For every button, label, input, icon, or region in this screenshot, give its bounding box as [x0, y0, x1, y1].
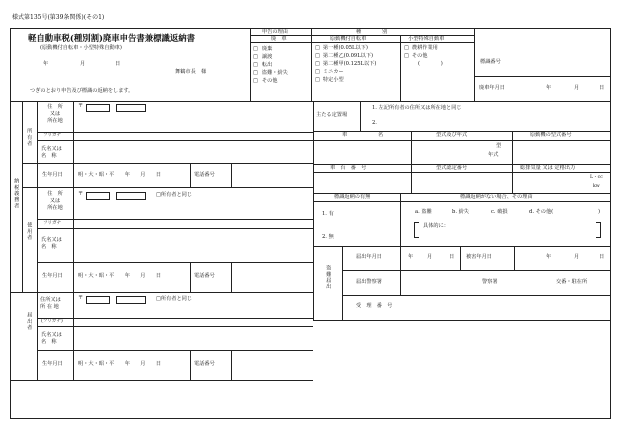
- date-month: 月: [80, 61, 86, 67]
- displacement-label: 総排気量 又は 定格出力: [520, 165, 576, 171]
- user-name-label: 氏名又は 名 称: [41, 237, 62, 251]
- special-other-checkbox[interactable]: □ その他: [404, 54, 427, 59]
- vehicle-name-label: 名: [378, 132, 384, 138]
- theft-damage-day: 日: [599, 254, 605, 260]
- owner-eras[interactable]: 明・大・昭・平 年 月 日: [78, 172, 162, 178]
- return-no-option[interactable]: 2. 無: [322, 234, 334, 240]
- detail-bracket-left: [414, 222, 419, 238]
- owner-postal-mark: 〒: [78, 103, 84, 109]
- owner-name-label: 氏名又は 名 称: [41, 146, 62, 160]
- chassis-label: 車 台 番 号: [330, 165, 367, 171]
- user-postal-field-1[interactable]: [86, 192, 110, 200]
- user-eras[interactable]: 明・大・昭・平 年 月 日: [78, 273, 162, 279]
- filer-postal-field-1[interactable]: [86, 296, 110, 304]
- receipt-number-label: 受 理 番 号: [356, 303, 393, 309]
- filer-address-label: 住所又は 所 在 地: [40, 297, 61, 311]
- date-year: 年: [43, 61, 49, 67]
- reason-moveout-checkbox[interactable]: □ 転出: [253, 63, 272, 68]
- plate-number-label: 標識番号: [480, 59, 501, 65]
- reason-title: 申告の理由: [262, 29, 288, 35]
- filer-furigana-label: (フリガナ): [41, 319, 63, 324]
- user-side-label: 使用者: [26, 222, 33, 241]
- special-agri-checkbox[interactable]: □ 農耕作業用: [404, 46, 438, 51]
- theft-report-year: 年: [408, 254, 414, 260]
- moped-title: 原動機付自転車: [330, 36, 367, 42]
- plate-return-label: 標識返納の有無: [334, 194, 371, 200]
- user-furigana-label: フリガナ: [43, 221, 62, 226]
- user-postal-field-2[interactable]: [116, 192, 146, 200]
- detail-bracket-right: [596, 222, 601, 238]
- filer-name-label: 氏名又は 名 称: [41, 332, 62, 346]
- reason-a-option[interactable]: a. 盗難: [415, 209, 432, 215]
- moped-type2a-checkbox[interactable]: □ 第二種甲(0.125L以下): [315, 62, 376, 67]
- owner-address-label: 住 所 又は 所在地: [47, 104, 63, 125]
- storage-label: 主たる定置場: [316, 112, 348, 118]
- form-number: 様式第135号(第39条関係)(その1): [12, 14, 105, 21]
- storage-opt2[interactable]: 2.: [372, 120, 377, 126]
- theft-side-label: 盗難届出: [325, 265, 332, 290]
- approval-label: 型式認定番号: [436, 165, 468, 171]
- storage-opt1[interactable]: 1. 左記所有者の住所又は所在地と同じ: [372, 105, 462, 111]
- keisatsusho-label: 警察署: [482, 279, 498, 285]
- plate-return-reason-label: 標識返納がない場合、その理由: [460, 194, 533, 200]
- user-phone-label: 電話番号: [194, 273, 215, 279]
- date-day: 日: [115, 61, 121, 67]
- koban-label: 交番・駐在所: [556, 279, 588, 285]
- user-postal-mark: 〒: [78, 191, 84, 197]
- filer-postal-mark: 〒: [78, 295, 84, 301]
- reason-sub: 廃 車: [271, 36, 287, 42]
- filer-phone-label: 電話番号: [194, 361, 215, 367]
- user-address-label: 住 所 又は 所在地: [47, 191, 63, 212]
- owner-side-label: 所有者: [26, 128, 33, 147]
- owner-postal-field-2[interactable]: [116, 104, 146, 112]
- specified-small-checkbox[interactable]: □ 特定小型: [315, 78, 344, 83]
- reason-theft-checkbox[interactable]: □ 盗難・紛失: [253, 71, 288, 76]
- model-year-label: 型式及び年式: [436, 132, 468, 138]
- engine-model-label: 原動機の型式番号: [530, 132, 572, 138]
- moped-type2b-checkbox[interactable]: □ 第二種乙(0.09L以下): [315, 54, 373, 59]
- owner-postal-field-1[interactable]: [86, 104, 110, 112]
- scrap-year: 年: [546, 85, 552, 91]
- filer-eras[interactable]: 明・大・昭・平 年 月 日: [78, 361, 162, 367]
- scrap-month: 月: [574, 85, 580, 91]
- taxpayer-side-label: 納税義務者: [13, 178, 20, 209]
- statement: つぎのとおり申告及び標識の返納をします。: [30, 88, 134, 94]
- vehicle-car-label: 車: [342, 132, 348, 138]
- reason-d-option[interactable]: d. その他(: [529, 209, 554, 215]
- filer-postal-field-2[interactable]: [116, 296, 146, 304]
- reason-d-close: ): [598, 209, 601, 215]
- special-paren: ( ): [418, 61, 443, 67]
- theft-damage-date-label: 被害年月日: [466, 254, 492, 260]
- minicar-checkbox[interactable]: □ ミニカー: [315, 70, 344, 75]
- scrap-date-label: 廃車年月日: [479, 85, 505, 91]
- filer-birth-label: 生年月日: [42, 361, 63, 367]
- special-title: 小型特殊自動車: [408, 36, 445, 42]
- theft-damage-year: 年: [546, 254, 552, 260]
- theft-report-date-label: 届出年月日: [356, 254, 382, 260]
- owner-birth-label: 生年月日: [42, 172, 63, 178]
- reason-c-option[interactable]: c. 破損: [491, 209, 508, 215]
- return-yes-option[interactable]: 1. 有: [322, 211, 334, 217]
- owner-furigana-label: フリガナ: [43, 133, 62, 138]
- category-title: 種 別: [356, 29, 388, 35]
- user-same-as-owner-checkbox[interactable]: □所有者と同じ: [156, 192, 193, 198]
- theft-damage-month: 月: [574, 254, 580, 260]
- filer-side-label: 届出者: [26, 312, 33, 331]
- theft-report-day: 日: [449, 254, 455, 260]
- reason-b-option[interactable]: b. 紛失: [452, 209, 469, 215]
- reason-other-checkbox[interactable]: □ その他: [253, 79, 277, 84]
- addressee: 舞鶴市長 様: [175, 69, 207, 75]
- reason-transfer-checkbox[interactable]: □ 譲渡: [253, 55, 272, 60]
- form-subtitle: (原動機付自転車・小型特殊自動車): [40, 45, 122, 51]
- user-birth-label: 生年月日: [42, 273, 63, 279]
- moped-type1-checkbox[interactable]: □ 第一種(0.05L以下): [315, 46, 368, 51]
- reason-scrap-checkbox[interactable]: □ 廃棄: [253, 47, 272, 52]
- unit-l: L・cc: [590, 175, 603, 180]
- scrap-day: 日: [599, 85, 605, 91]
- detail-label: 具体的に：: [423, 223, 449, 229]
- theft-report-month: 月: [427, 254, 433, 260]
- filer-same-as-owner-checkbox[interactable]: □所有者と同じ: [156, 296, 193, 302]
- theft-station-label: 届出警察署: [356, 279, 382, 285]
- unit-kw: kw: [593, 184, 600, 189]
- kata-label: 型: [496, 143, 502, 149]
- owner-phone-label: 電話番号: [194, 172, 215, 178]
- form-title: 軽自動車税(種別割)廃車申告書兼標識返納書: [28, 33, 196, 43]
- nenshiki-label: 年式: [488, 152, 499, 158]
